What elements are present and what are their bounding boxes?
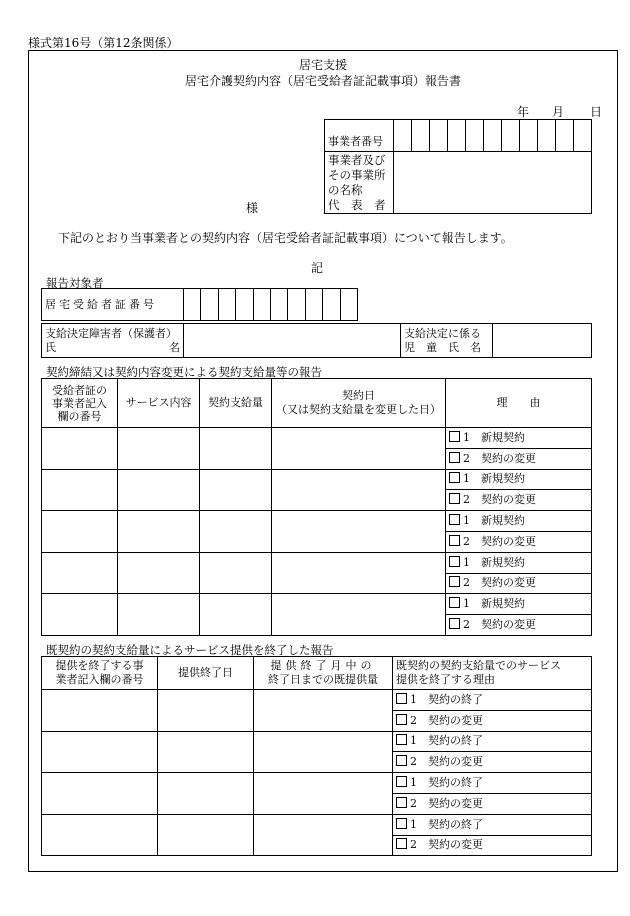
entry-cell[interactable] <box>118 469 200 511</box>
reason-label: 1 契約の終了 <box>410 692 483 706</box>
entry-cell[interactable] <box>254 773 393 815</box>
reason-label: 1 新規契約 <box>463 514 525 528</box>
checkbox[interactable] <box>449 431 460 442</box>
reason-label: 2 契約の変更 <box>463 576 536 590</box>
reason-option-2[interactable] <box>393 710 592 731</box>
checkbox[interactable] <box>449 535 460 546</box>
operator-name-field[interactable] <box>394 152 592 214</box>
operator-number-digit[interactable] <box>430 120 448 152</box>
reason-label: 1 契約の終了 <box>410 776 483 790</box>
checkbox[interactable] <box>396 797 407 808</box>
cert-number-digit[interactable] <box>340 289 357 321</box>
entry-cell[interactable] <box>118 511 200 553</box>
form-number: 様式第16号（第12条関係） <box>28 36 179 50</box>
contract-col-service: サービス内容 <box>118 379 200 428</box>
title-line1: 居宅支援 <box>298 58 347 72</box>
cert-number-digit[interactable] <box>323 289 340 321</box>
reason-label: 1 契約の終了 <box>410 734 483 748</box>
contract-table <box>41 378 592 636</box>
reason-label: 2 契約の変更 <box>410 796 483 810</box>
reason-label: 2 契約の変更 <box>463 534 536 548</box>
entry-cell[interactable] <box>158 814 254 856</box>
table-row <box>42 428 592 449</box>
operator-number-digit[interactable] <box>538 120 556 152</box>
checkbox[interactable] <box>449 576 460 587</box>
reason-option-2[interactable] <box>393 752 592 773</box>
termination-col-amount: 提供終了月中の 終了日までの既提供量 <box>254 657 393 690</box>
entry-cell[interactable] <box>158 773 254 815</box>
child-name-field[interactable] <box>493 324 592 358</box>
reason-option-1[interactable] <box>446 552 592 573</box>
entry-cell[interactable] <box>200 428 272 470</box>
entry-cell[interactable] <box>272 594 446 636</box>
checkbox[interactable] <box>449 514 460 525</box>
cert-number-digit[interactable] <box>253 289 270 321</box>
entry-cell[interactable] <box>254 814 393 856</box>
cert-number-digit[interactable] <box>184 289 201 321</box>
entry-cell[interactable] <box>254 731 393 773</box>
operator-table <box>324 119 592 214</box>
date-year-label: 年 <box>517 105 530 119</box>
entry-cell[interactable] <box>272 428 446 470</box>
termination-col-reason: 既契約の契約支給量でのサービス 提供を終了する理由 <box>393 657 592 690</box>
checkbox[interactable] <box>449 452 460 463</box>
page-title: 居宅介護契約内容（居宅受給者証記載事項）報告書 <box>184 74 461 88</box>
checkbox[interactable] <box>449 556 460 567</box>
checkbox[interactable] <box>449 597 460 608</box>
table-row <box>42 469 592 490</box>
reason-option-1[interactable] <box>393 773 592 794</box>
child-name-label: 支給決定に係る 児 童 氏 名 <box>401 324 493 358</box>
entry-cell[interactable] <box>272 511 446 553</box>
checkbox[interactable] <box>449 493 460 504</box>
entry-cell[interactable] <box>158 690 254 732</box>
termination-col-date: 提供終了日 <box>158 657 254 690</box>
reason-option-1[interactable] <box>446 428 592 449</box>
reason-label: 1 新規契約 <box>463 555 525 569</box>
reason-option-1[interactable] <box>446 594 592 615</box>
contract-section-heading: 契約締結又は契約内容変更による契約支給量等の報告 <box>46 365 322 379</box>
reason-label: 2 契約の変更 <box>463 493 536 507</box>
cert-number-digit[interactable] <box>305 289 322 321</box>
operator-number-digit[interactable] <box>520 120 538 152</box>
cert-number-digit[interactable] <box>218 289 235 321</box>
checkbox[interactable] <box>396 693 407 704</box>
entry-cell[interactable] <box>118 552 200 594</box>
termination-col-number: 提供を終了する事 業者記入欄の番号 <box>42 657 158 690</box>
reason-option-1[interactable] <box>393 814 592 835</box>
termination-table <box>41 656 592 856</box>
entry-cell[interactable] <box>118 428 200 470</box>
entry-cell[interactable] <box>42 511 118 553</box>
checkbox[interactable] <box>396 776 407 787</box>
entry-cell[interactable] <box>200 469 272 511</box>
operator-number-digit[interactable] <box>574 120 592 152</box>
checkbox[interactable] <box>396 755 407 766</box>
entry-cell[interactable] <box>200 552 272 594</box>
contract-col-amount: 契約支給量 <box>200 379 272 428</box>
operator-number-digit[interactable] <box>466 120 484 152</box>
reason-option-2[interactable] <box>446 615 592 636</box>
contract-col-reason: 理 由 <box>446 379 592 428</box>
checkbox[interactable] <box>396 734 407 745</box>
reason-option-2[interactable] <box>446 490 592 511</box>
date-month-label: 月 <box>552 105 565 119</box>
cert-number-digit[interactable] <box>288 289 305 321</box>
table-row <box>42 814 592 835</box>
operator-name-label: 事業者及び その事業所 の名称 代 表 者 <box>325 152 394 214</box>
contract-col-date: 契約日 （又は契約支給量を変更した日） <box>272 379 446 428</box>
cert-number-table <box>41 288 358 321</box>
table-row <box>42 690 592 711</box>
reason-option-2[interactable] <box>393 793 592 814</box>
reason-label: 2 契約の変更 <box>410 755 483 769</box>
table-row <box>42 594 592 615</box>
reason-option-1[interactable] <box>393 731 592 752</box>
reason-label: 1 新規契約 <box>463 597 525 611</box>
termination-section-heading: 既契約の契約支給量によるサービス提供を終了した報告 <box>46 643 334 657</box>
entry-cell[interactable] <box>42 552 118 594</box>
reason-label: 1 新規契約 <box>463 430 525 444</box>
report-target-heading: 報告対象者 <box>46 276 104 290</box>
table-row <box>42 511 592 532</box>
guardian-name-field[interactable] <box>184 324 401 358</box>
contract-col-number: 受給者証の 事業者記入 欄の番号 <box>42 379 118 428</box>
operator-number-digit[interactable] <box>502 120 520 152</box>
checkbox[interactable] <box>449 472 460 483</box>
entry-cell[interactable] <box>42 814 158 856</box>
checkbox[interactable] <box>396 714 407 725</box>
operator-number-digit[interactable] <box>448 120 466 152</box>
cert-number-digit[interactable] <box>270 289 287 321</box>
entry-cell[interactable] <box>42 469 118 511</box>
entry-cell[interactable] <box>42 428 118 470</box>
entry-cell[interactable] <box>254 690 393 732</box>
checkbox[interactable] <box>396 818 407 829</box>
ki-label: 記 <box>311 261 324 275</box>
entry-cell[interactable] <box>200 594 272 636</box>
reason-label: 2 契約の変更 <box>410 713 483 727</box>
operator-number-label: 事業者番号 <box>325 120 394 152</box>
reason-option-2[interactable] <box>446 531 592 552</box>
cert-number-digit[interactable] <box>236 289 253 321</box>
entry-cell[interactable] <box>42 731 158 773</box>
entry-cell[interactable] <box>158 731 254 773</box>
table-row <box>42 552 592 573</box>
entry-cell[interactable] <box>272 552 446 594</box>
entry-cell[interactable] <box>272 469 446 511</box>
operator-number-digit[interactable] <box>556 120 574 152</box>
reason-label: 1 新規契約 <box>463 472 525 486</box>
reason-option-1[interactable] <box>446 469 592 490</box>
entry-cell[interactable] <box>42 594 118 636</box>
date-day-label: 日 <box>590 105 603 119</box>
operator-number-digit[interactable] <box>484 120 502 152</box>
guardian-name-label: 支給決定障害者（保護者） 氏 名 <box>42 324 184 358</box>
operator-number-digit[interactable] <box>394 120 412 152</box>
reason-option-1[interactable] <box>446 511 592 532</box>
intro-text: 下記のとおり当事業者との契約内容（居宅受給者証記載事項）について報告します。 <box>58 231 513 245</box>
cert-number-digit[interactable] <box>201 289 218 321</box>
reason-label: 2 契約の変更 <box>410 838 483 852</box>
table-row <box>42 773 592 794</box>
checkbox[interactable] <box>396 838 407 849</box>
entry-cell[interactable] <box>118 594 200 636</box>
guardian-table <box>41 323 592 358</box>
operator-number-digit[interactable] <box>412 120 430 152</box>
entry-cell[interactable] <box>200 511 272 553</box>
addressee-suffix: 様 <box>246 201 259 215</box>
checkbox[interactable] <box>449 618 460 629</box>
reason-label: 2 契約の変更 <box>463 618 536 632</box>
entry-cell[interactable] <box>42 690 158 732</box>
table-row <box>42 731 592 752</box>
reason-option-1[interactable] <box>393 690 592 711</box>
entry-cell[interactable] <box>42 773 158 815</box>
reason-label: 2 契約の変更 <box>463 451 536 465</box>
reason-option-2[interactable] <box>446 573 592 594</box>
reason-option-2[interactable] <box>446 448 592 469</box>
reason-label: 1 契約の終了 <box>410 817 483 831</box>
reason-option-2[interactable] <box>393 835 592 856</box>
cert-number-label: 居宅受給者証番号 <box>42 289 184 321</box>
